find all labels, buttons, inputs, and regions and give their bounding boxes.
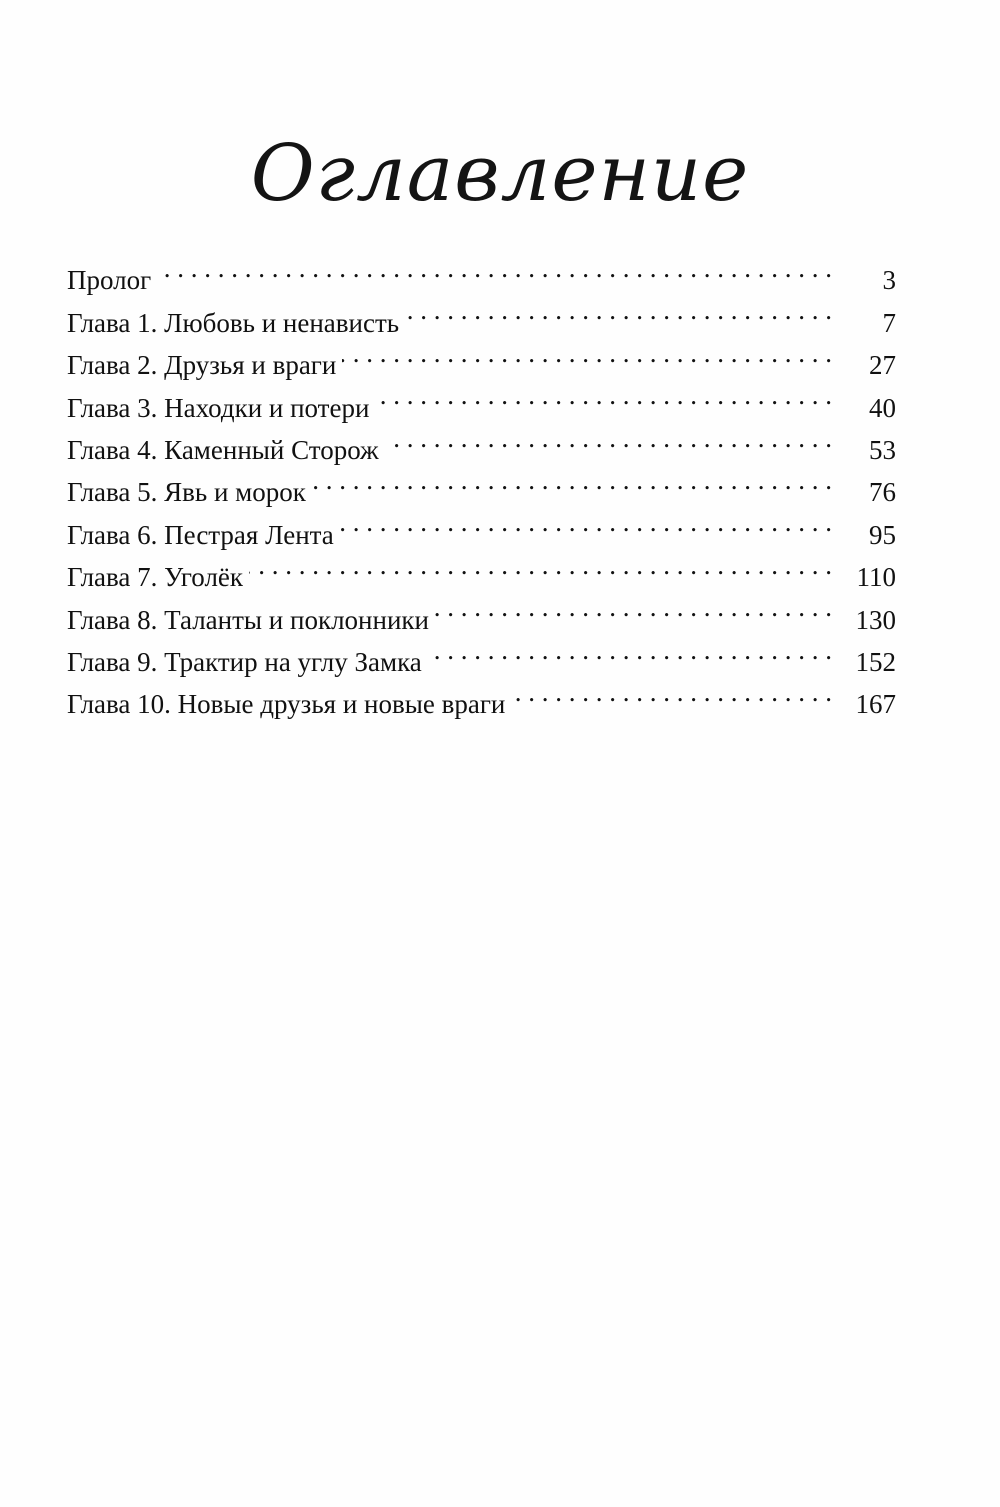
dot-leader bbox=[385, 417, 832, 459]
toc-entry-page: 152 bbox=[855, 646, 896, 677]
toc-entry-title: Глава 4. Каменный Сторож bbox=[67, 434, 379, 465]
toc-entry-title: Глава 10. Новые друзья и новые враги bbox=[67, 689, 506, 720]
toc-entry-page: 167 bbox=[855, 689, 896, 720]
toc-entry-title: Глава 9. Трактир на углу Замка bbox=[67, 646, 422, 677]
toc-entry-page: 110 bbox=[856, 562, 896, 593]
dot-leader bbox=[157, 247, 832, 289]
dot-leader bbox=[511, 671, 832, 713]
toc-entry bbox=[67, 247, 896, 296]
toc-entry-title: Глава 8. Таланты и поклонники bbox=[67, 604, 429, 635]
dot-leader bbox=[340, 501, 832, 543]
toc-entry-page: 3 bbox=[882, 265, 896, 296]
toc-entry-title: Глава 3. Находки и потери bbox=[67, 392, 370, 423]
dot-leader bbox=[435, 586, 832, 628]
toc-entry-page: 95 bbox=[869, 519, 896, 550]
toc-entry-page: 27 bbox=[869, 350, 896, 381]
table-of-contents bbox=[67, 247, 896, 720]
toc-entry-title: Пролог bbox=[67, 265, 152, 296]
dot-leader bbox=[375, 374, 832, 416]
toc-entry bbox=[67, 289, 896, 338]
toc-entry-page: 130 bbox=[855, 604, 896, 635]
dot-leader bbox=[405, 289, 832, 331]
toc-entry-page: 76 bbox=[869, 477, 896, 508]
page-title: Оглавление bbox=[250, 129, 750, 219]
dot-leader bbox=[312, 459, 832, 501]
toc-entry-page: 53 bbox=[869, 434, 896, 465]
toc-entry-page: 40 bbox=[869, 392, 896, 423]
toc-entry-title: Глава 1. Любовь и ненависть bbox=[67, 307, 400, 338]
dot-leader bbox=[249, 544, 832, 586]
dot-leader bbox=[342, 332, 832, 374]
dot-leader bbox=[428, 629, 832, 671]
toc-entry-title: Глава 2. Друзья и враги bbox=[67, 350, 337, 381]
toc-entry-title: Глава 6. Пестрая Лента bbox=[67, 519, 334, 550]
toc-entry-title: Глава 7. Уголёк bbox=[67, 562, 244, 593]
toc-entry-title: Глава 5. Явь и морок bbox=[67, 477, 306, 508]
toc-entry-page: 7 bbox=[882, 307, 896, 338]
